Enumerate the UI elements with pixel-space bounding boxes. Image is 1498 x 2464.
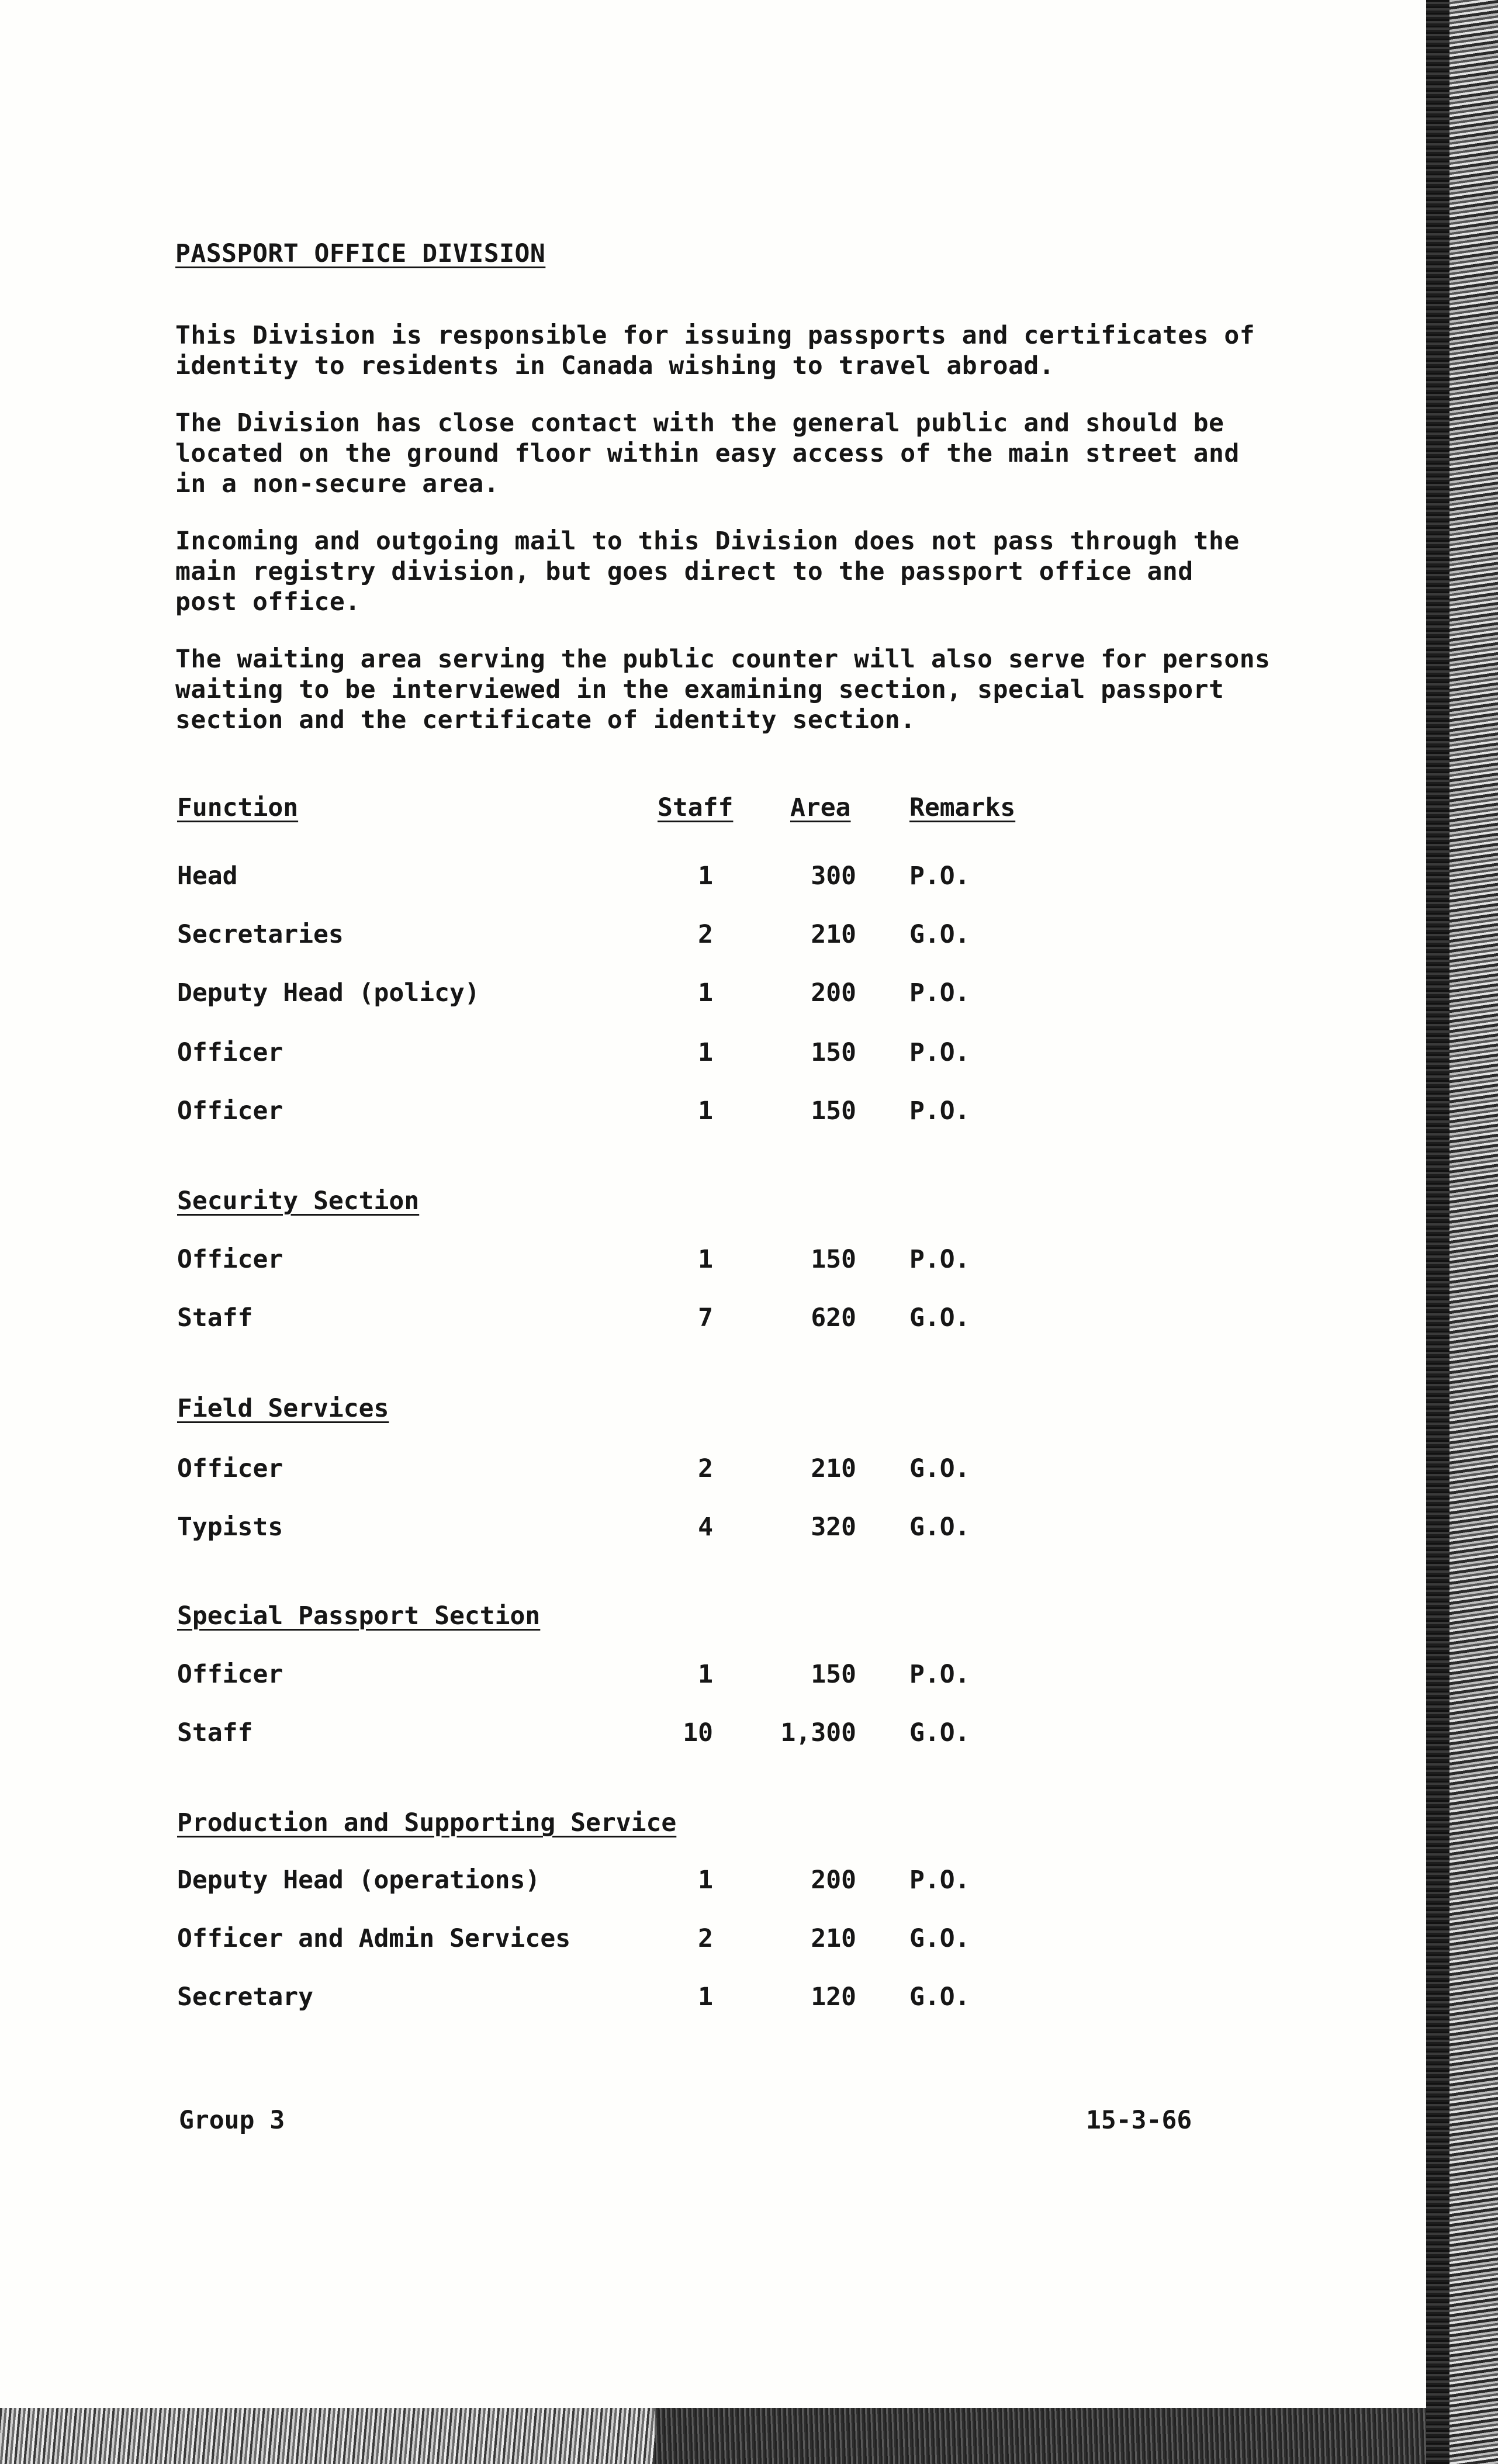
staff-cell: 2 (698, 920, 713, 949)
paragraph-line: Incoming and outgoing mail to this Division does not pass through the (175, 527, 1240, 556)
table-row (0, 1096, 1426, 1127)
area-cell: 210 (811, 1924, 856, 1953)
paragraph-3 (175, 526, 1239, 617)
remarks-cell: G.O. (909, 1513, 970, 1542)
table-row (0, 1982, 1426, 2013)
staff-cell: 10 (683, 1718, 713, 1747)
remarks-cell: G.O. (909, 1982, 970, 2012)
section-heading (0, 1186, 1426, 1217)
area-cell: 150 (811, 1038, 856, 1067)
staff-cell: 1 (698, 1245, 713, 1274)
table-row (0, 1513, 1426, 1543)
function-cell: Head (177, 861, 238, 891)
table-row (0, 1924, 1426, 1954)
table-row (0, 1866, 1426, 1896)
scan-edge-right (1426, 0, 1498, 2464)
footer-date: 15-3-66 (1086, 2106, 1192, 2135)
paragraph-line: The waiting area serving the public counter will also serve for persons (175, 645, 1271, 674)
scan-edge-bottom (0, 2408, 1426, 2464)
area-cell: 120 (811, 1982, 856, 2012)
remarks-cell: G.O. (909, 1303, 970, 1333)
function-cell: Secretary (177, 1982, 313, 2012)
remarks-cell: P.O. (909, 1660, 970, 1689)
function-cell: Officer (177, 1660, 283, 1689)
section-heading-label: Field Services (177, 1394, 389, 1423)
paragraph-line: waiting to be interviewed in the examining section, special passport (175, 675, 1224, 704)
remarks-cell: G.O. (909, 1718, 970, 1747)
section-heading (0, 1394, 1426, 1424)
staff-cell: 1 (698, 861, 713, 891)
area-cell: 150 (811, 1245, 856, 1274)
remarks-cell: P.O. (909, 1245, 970, 1274)
column-header-staff: Staff (658, 793, 734, 822)
staff-cell: 1 (698, 1982, 713, 2012)
section-heading-label: Special Passport Section (177, 1601, 541, 1631)
table-row (0, 920, 1426, 950)
function-cell: Officer (177, 1454, 283, 1483)
column-header-area: Area (790, 793, 851, 822)
function-cell: Officer (177, 1038, 283, 1067)
area-cell: 210 (811, 1454, 856, 1483)
table-row (0, 1454, 1426, 1484)
area-cell: 150 (811, 1660, 856, 1689)
paragraph-line: section and the certificate of identity section. (175, 705, 916, 735)
paragraph-line: identity to residents in Canada wishing to travel abroad. (175, 351, 1055, 380)
table-row (0, 978, 1426, 1009)
footer-group-label: Group 3 (179, 2106, 285, 2135)
section-heading (0, 1808, 1426, 1839)
function-cell: Typists (177, 1513, 283, 1542)
staff-cell: 1 (698, 1660, 713, 1689)
table-row (0, 1718, 1426, 1749)
paragraph-4 (175, 644, 1271, 735)
staff-cell: 2 (698, 1924, 713, 1953)
function-cell: Staff (177, 1718, 253, 1747)
remarks-cell: G.O. (909, 1454, 970, 1483)
page-title: PASSPORT OFFICE DIVISION (175, 239, 546, 268)
staff-cell: 7 (698, 1303, 713, 1333)
paragraph-1 (175, 320, 1255, 381)
section-heading-label: Production and Supporting Service (177, 1808, 677, 1837)
table-row (0, 1660, 1426, 1690)
function-cell: Staff (177, 1303, 253, 1333)
paragraph-2 (175, 408, 1239, 499)
paragraph-line: main registry division, but goes direct to the passport office and (175, 557, 1193, 586)
section-heading (0, 1601, 1426, 1632)
staff-cell: 1 (698, 1866, 713, 1895)
column-header-remarks: Remarks (909, 793, 1016, 822)
remarks-cell: P.O. (909, 1866, 970, 1895)
function-cell: Deputy Head (operations) (177, 1866, 541, 1895)
paragraph-line: in a non-secure area. (175, 469, 500, 499)
section-heading-label: Security Section (177, 1186, 420, 1216)
area-cell: 620 (811, 1303, 856, 1333)
area-cell: 300 (811, 861, 856, 891)
remarks-cell: G.O. (909, 920, 970, 949)
staff-cell: 1 (698, 978, 713, 1008)
staff-cell: 1 (698, 1038, 713, 1067)
area-cell: 320 (811, 1513, 856, 1542)
area-cell: 200 (811, 1866, 856, 1895)
function-cell: Secretaries (177, 920, 344, 949)
table-row (0, 1303, 1426, 1334)
remarks-cell: G.O. (909, 1924, 970, 1953)
area-cell: 150 (811, 1096, 856, 1126)
area-cell: 200 (811, 978, 856, 1008)
table-row (0, 861, 1426, 892)
table-row (0, 1038, 1426, 1068)
remarks-cell: P.O. (909, 861, 970, 891)
staff-cell: 4 (698, 1513, 713, 1542)
staff-cell: 1 (698, 1096, 713, 1126)
paragraph-line: post office. (175, 587, 361, 617)
column-header-function: Function (177, 793, 299, 822)
area-cell: 210 (811, 920, 856, 949)
staff-cell: 2 (698, 1454, 713, 1483)
function-cell: Officer (177, 1096, 283, 1126)
paragraph-line: The Division has close contact with the general public and should be (175, 409, 1224, 438)
remarks-cell: P.O. (909, 1038, 970, 1067)
remarks-cell: P.O. (909, 978, 970, 1008)
paragraph-line: This Division is responsible for issuing passports and certificates of (175, 321, 1255, 350)
paragraph-line: located on the ground floor within easy access of the main street and (175, 439, 1240, 468)
remarks-cell: P.O. (909, 1096, 970, 1126)
table-row (0, 1245, 1426, 1275)
function-cell: Deputy Head (policy) (177, 978, 480, 1008)
function-cell: Officer (177, 1245, 283, 1274)
area-cell: 1,300 (780, 1718, 856, 1747)
function-cell: Officer and Admin Services (177, 1924, 571, 1953)
